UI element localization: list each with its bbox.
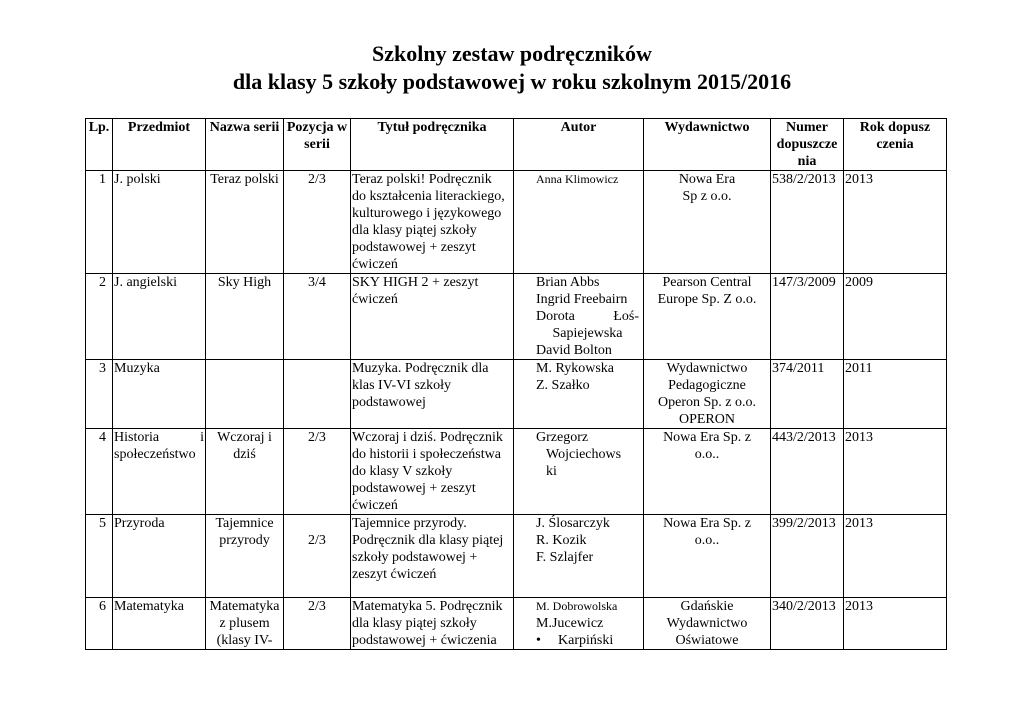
cell-rok: 2011 <box>844 360 947 429</box>
table-row <box>86 429 947 515</box>
table-row <box>86 598 947 650</box>
cell-autor: Brian Abbs Ingrid Freebairn Dorota Łoś- Sapiejewska David Bolton <box>514 274 644 360</box>
table-row <box>86 274 947 360</box>
bullet-icon: • <box>536 633 541 648</box>
cell-tytul: Muzyka. Podręcznik dla klas IV-VI szkoły podstawowej <box>351 360 514 429</box>
table-row <box>86 515 947 598</box>
cell-lp: 5 <box>86 515 113 598</box>
cell-autor: J. Ślosarczyk R. Kozik F. Szlajfer <box>514 515 644 598</box>
header-rok: Rok dopusz czenia <box>844 119 947 171</box>
header-autor: Autor <box>514 119 644 171</box>
cell-wydawnictwo: Wydawnictwo Pedagogiczne Operon Sp. z o.o. OPERON <box>644 360 771 429</box>
cell-pozycja: 2/3 <box>284 171 351 274</box>
table-header-row <box>86 119 947 171</box>
cell-numer: 399/2/2013 <box>771 515 844 598</box>
cell-seria: Sky High <box>206 274 284 360</box>
title-line-2: dla klasy 5 szkoły podstawowej w roku szkolnym 2015/2016 <box>232 69 792 94</box>
cell-tytul: Tajemnice przyrody. Podręcznik dla klasy piątej szkoły podstawowej + zeszyt ćwiczeń <box>351 515 514 598</box>
header-przedmiot: Przedmiot <box>113 119 206 171</box>
cell-seria <box>206 360 284 429</box>
cell-autor: Anna Klimowicz <box>514 171 644 274</box>
cell-autor: M. Dobrowolska M.Jucewicz • Karpiński <box>514 598 644 650</box>
cell-numer: 374/2011 <box>771 360 844 429</box>
cell-seria: Teraz polski <box>206 171 284 274</box>
cell-przedmiot: J. polski <box>113 171 206 274</box>
cell-przedmiot: Muzyka <box>113 360 206 429</box>
cell-rok: 2009 <box>844 274 947 360</box>
cell-numer: 147/3/2009 <box>771 274 844 360</box>
cell-tytul: Wczoraj i dziś. Podręcznik do historii i społeczeństwa do klasy V szkoły podstawowej + zeszyt ćwiczeń <box>351 429 514 515</box>
cell-wydawnictwo: Pearson Central Europe Sp. Z o.o. <box>644 274 771 360</box>
cell-seria: Wczoraj i dziś <box>206 429 284 515</box>
cell-lp: 6 <box>86 598 113 650</box>
cell-tytul: SKY HIGH 2 + zeszyt ćwiczeń <box>351 274 514 360</box>
cell-wydawnictwo: Nowa Era Sp. z o.o.. <box>644 515 771 598</box>
header-seria: Nazwa serii <box>206 119 284 171</box>
header-pozycja: Pozycja w serii <box>284 119 351 171</box>
cell-lp: 3 <box>86 360 113 429</box>
cell-rok: 2013 <box>844 598 947 650</box>
cell-wydawnictwo: Nowa Era Sp. z o.o.. <box>644 429 771 515</box>
header-tytul: Tytuł podręcznika <box>351 119 514 171</box>
table-row <box>86 171 947 274</box>
cell-rok: 2013 <box>844 171 947 274</box>
cell-autor: M. Rykowska Z. Szałko <box>514 360 644 429</box>
cell-rok: 2013 <box>844 515 947 598</box>
title-line-1: Szkolny zestaw podręczników <box>372 41 652 66</box>
cell-przedmiot: J. angielski <box>113 274 206 360</box>
cell-przedmiot: Historia i społeczeństwo <box>113 429 206 515</box>
cell-numer: 340/2/2013 <box>771 598 844 650</box>
cell-rok: 2013 <box>844 429 947 515</box>
cell-autor: Grzegorz Wojciechows ki <box>514 429 644 515</box>
cell-pozycja: 2/3 <box>284 598 351 650</box>
cell-seria: Matematyka z plusem (klasy IV- <box>206 598 284 650</box>
cell-pozycja: 2/3 <box>284 515 351 598</box>
textbook-table <box>85 118 947 650</box>
cell-wydawnictwo: Nowa Era Sp z o.o. <box>644 171 771 274</box>
cell-numer: 443/2/2013 <box>771 429 844 515</box>
cell-lp: 2 <box>86 274 113 360</box>
cell-lp: 1 <box>86 171 113 274</box>
cell-pozycja: 3/4 <box>284 274 351 360</box>
cell-lp: 4 <box>86 429 113 515</box>
cell-numer: 538/2/2013 <box>771 171 844 274</box>
table-row <box>86 360 947 429</box>
header-numer: Numer dopuszcze nia <box>771 119 844 171</box>
cell-pozycja <box>284 360 351 429</box>
header-wydawnictwo: Wydawnictwo <box>644 119 771 171</box>
document-title <box>0 40 1024 96</box>
header-lp: Lp. <box>86 119 113 171</box>
cell-przedmiot: Przyroda <box>113 515 206 598</box>
cell-seria: Tajemnice przyrody <box>206 515 284 598</box>
cell-wydawnictwo: Gdańskie Wydawnictwo Oświatowe <box>644 598 771 650</box>
cell-pozycja: 2/3 <box>284 429 351 515</box>
cell-tytul: Teraz polski! Podręcznik do kształcenia literackiego, kulturowego i językowego dla klasy piątej szkoły podstawowej + zeszyt ćwiczeń <box>351 171 514 274</box>
cell-przedmiot: Matematyka <box>113 598 206 650</box>
cell-tytul: Matematyka 5. Podręcznik dla klasy piątej szkoły podstawowej + ćwiczenia <box>351 598 514 650</box>
